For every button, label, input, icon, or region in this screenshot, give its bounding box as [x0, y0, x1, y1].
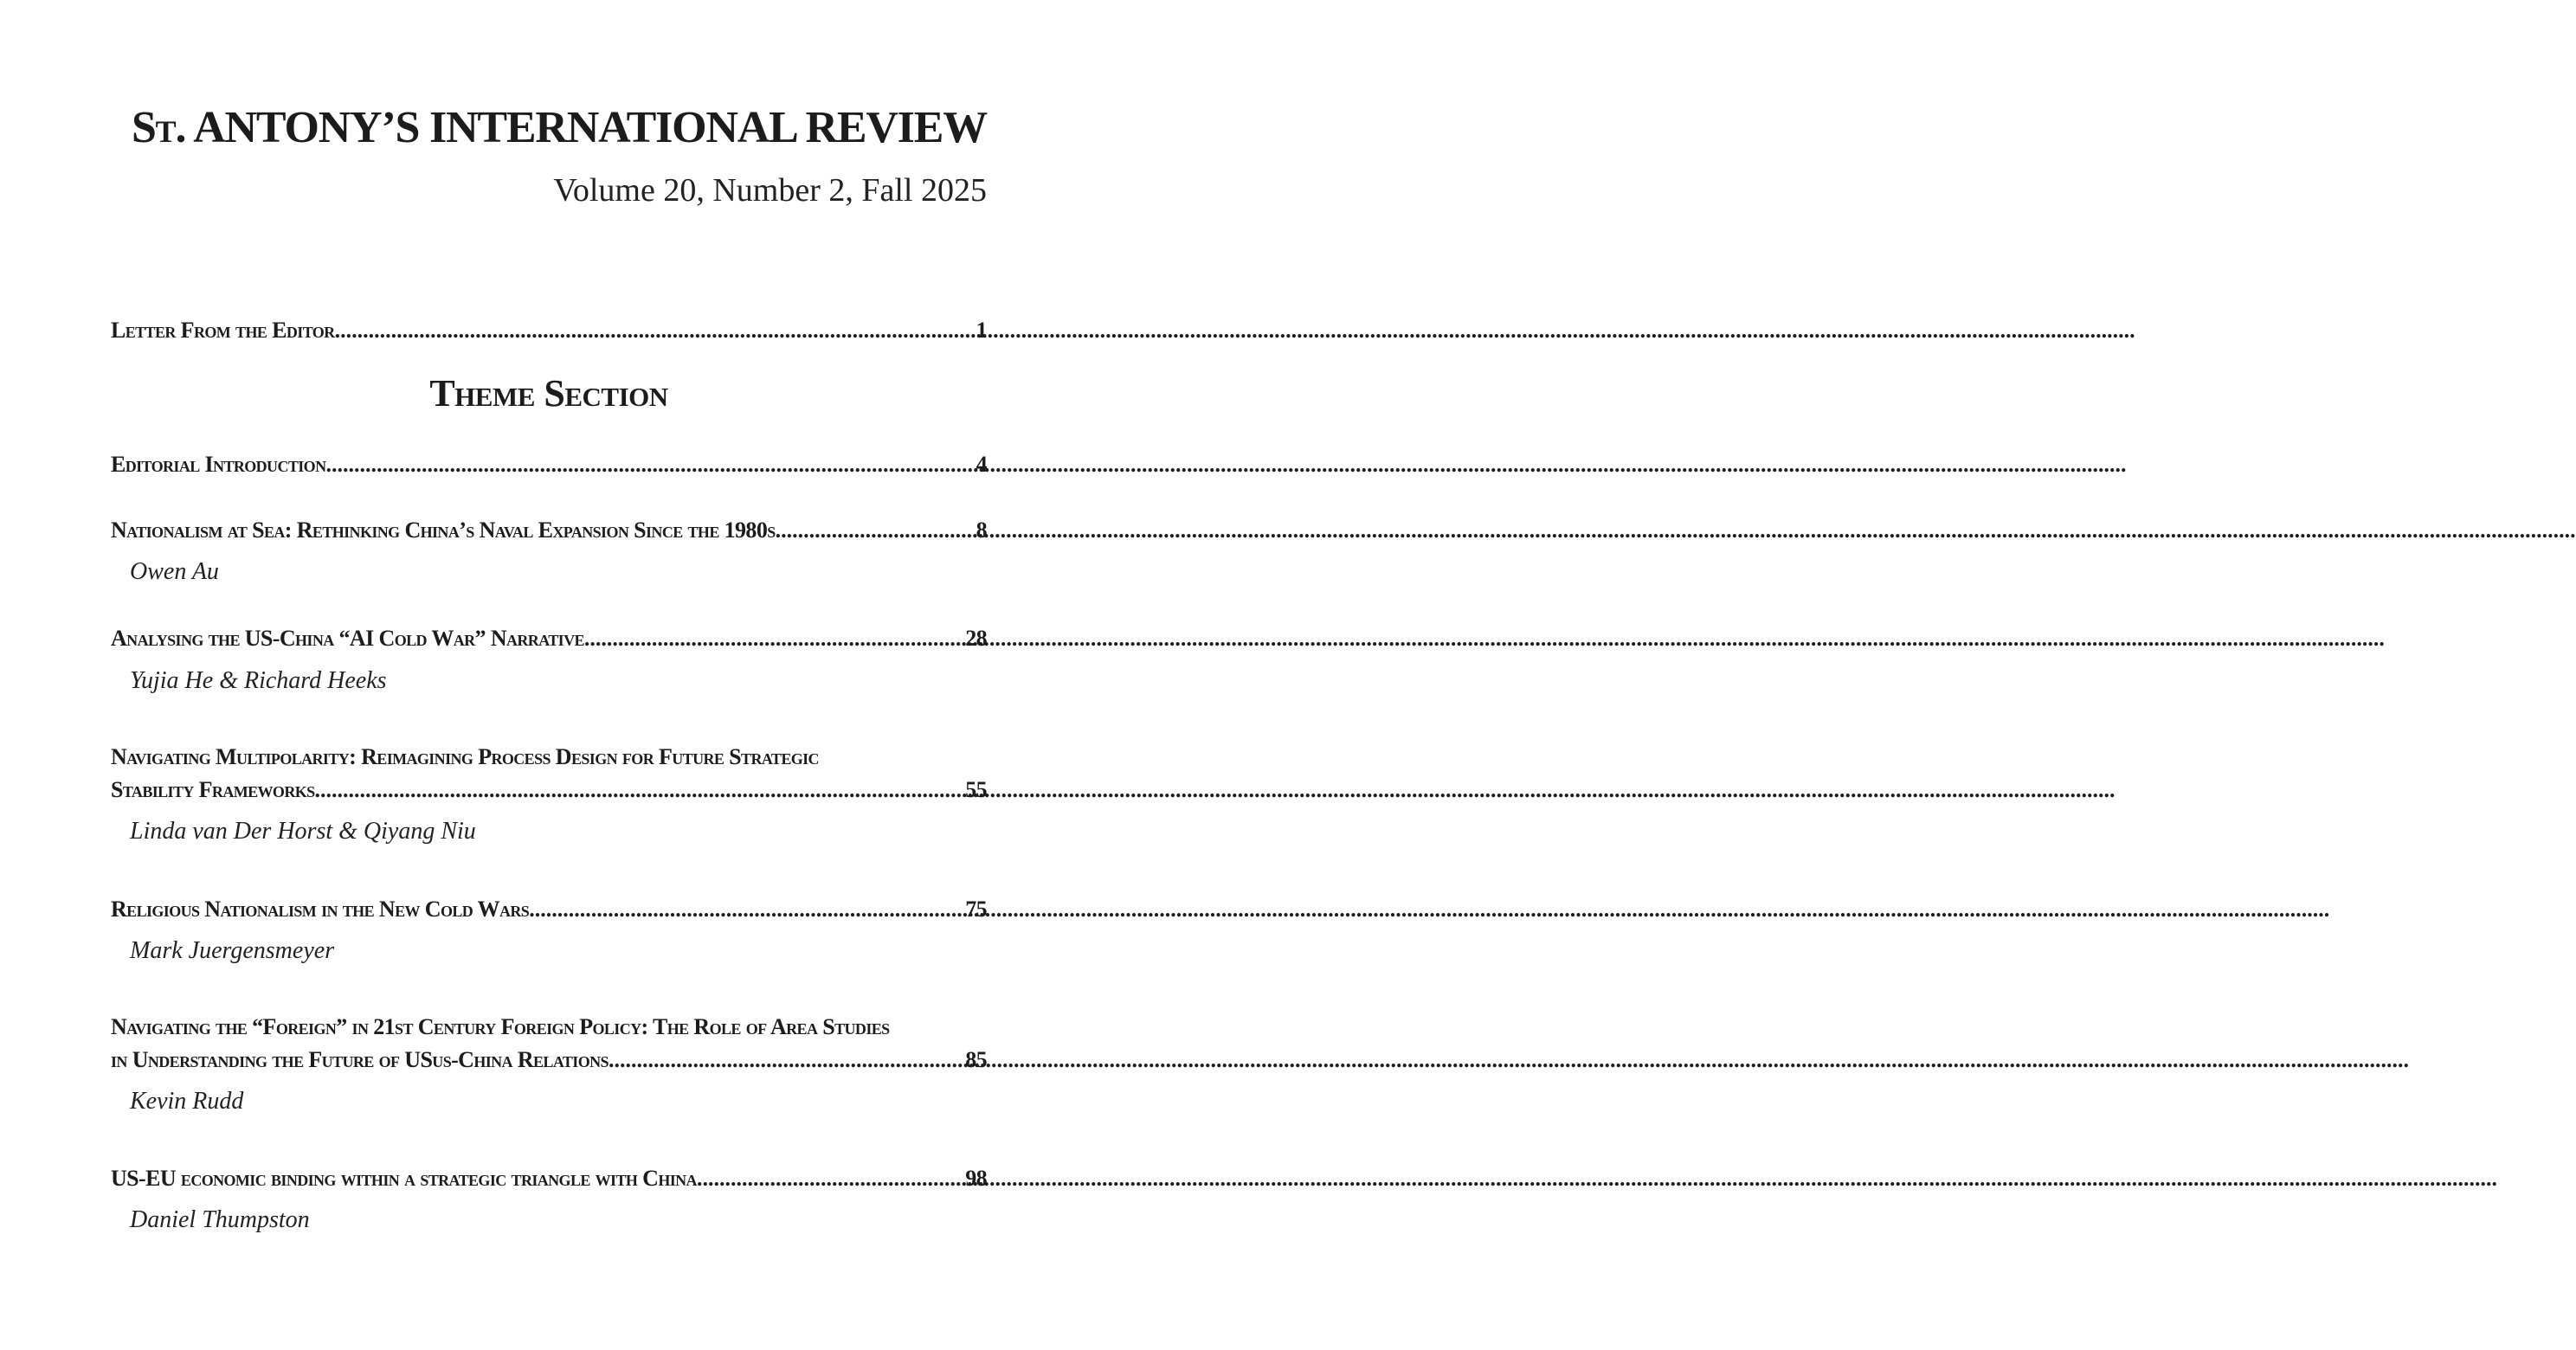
toc-entry-title: Editorial Introduction [111, 452, 326, 477]
toc-entry-ai-cold-war[interactable] [111, 624, 987, 653]
dot-leader [584, 624, 963, 653]
dot-leader [776, 516, 975, 545]
toc-page-number: 4 [976, 452, 987, 477]
toc-entry-title-line1[interactable]: Navigating the “Foreign” in 21st Century Foreign Policy: The Role of Area Studies [111, 1014, 890, 1039]
toc-entry-author: Daniel Thumpston [130, 1206, 310, 1233]
toc-entry-editorial-introduction[interactable] [111, 450, 987, 479]
toc-page-number: 55 [965, 777, 987, 802]
toc-page-number: 1 [976, 318, 987, 343]
toc-page-number: 8 [976, 518, 987, 543]
toc-entry-author: Mark Juergensmeyer [130, 937, 335, 964]
dot-leader [697, 1164, 963, 1193]
toc-page-number: 98 [965, 1166, 987, 1191]
toc-page-number: 75 [965, 897, 987, 922]
toc-page-number: 28 [965, 626, 987, 651]
toc-entry-title-line1[interactable]: Navigating Multipolarity: Reimagining Process Design for Future Strategic [111, 744, 819, 769]
masthead [104, 102, 987, 209]
dot-leader [315, 775, 964, 805]
toc-entry-author: Yujia He & Richard Heeks [130, 667, 387, 694]
toc-entry-author: Linda van Der Horst & Qiyang Niu [130, 818, 476, 845]
issue-line: Volume 20, Number 2, Fall 2025 [553, 172, 987, 209]
journal-title: St. ANTONY’S INTERNATIONAL REVIEW [131, 103, 987, 152]
toc-entry-author: Owen Au [130, 558, 219, 585]
toc-entry-religious-nationalism[interactable] [111, 895, 987, 924]
section-heading: Theme Section [429, 372, 668, 415]
toc-page-number: 85 [965, 1047, 987, 1072]
dot-leader [529, 895, 963, 924]
toc-entry-title: Nationalism at Sea: Rethinking China’s Naval Expansion Since the 1980s [111, 518, 776, 543]
toc-entry-navigating-the-foreign[interactable] [111, 1045, 987, 1075]
dot-leader [325, 450, 974, 479]
dot-leader [609, 1045, 963, 1075]
toc-entry-title: US-EU economic binding within a strategic triangle with China [111, 1166, 697, 1191]
toc-entry-navigating-multipolarity[interactable] [111, 775, 987, 805]
toc-entry-title: in Understanding the Future of USus-China Relations [111, 1047, 609, 1072]
toc-entry-title: Stability Frameworks [111, 777, 315, 802]
toc-entry-us-eu-economic-binding[interactable] [111, 1164, 987, 1193]
toc-entry-author: Kevin Rudd [130, 1088, 244, 1115]
toc-entry-nationalism-at-sea[interactable] [111, 516, 987, 545]
toc-entry-title: Analysing the US-China “AI Cold War” Narrative [111, 626, 584, 651]
toc-entry-title: Letter From the Editor [111, 318, 335, 343]
toc-entry-letter[interactable] [111, 316, 987, 345]
toc-entry-title: Religious Nationalism in the New Cold Wars [111, 897, 530, 922]
dot-leader [335, 316, 975, 345]
